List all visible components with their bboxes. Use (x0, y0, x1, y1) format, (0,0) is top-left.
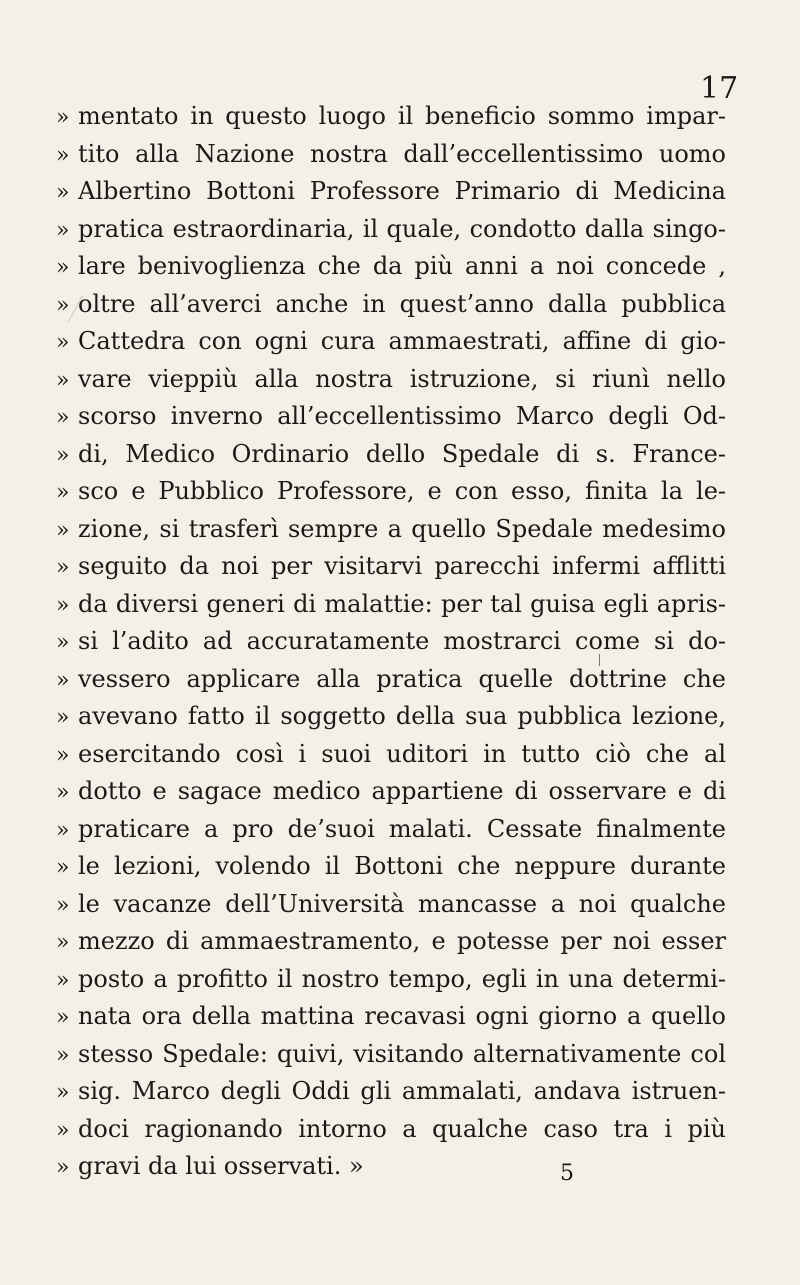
signature-mark: 5 (560, 1161, 574, 1186)
text-line (56, 515, 726, 553)
guillemet: » (56, 1042, 70, 1068)
line-text: Cattedra con ogni cura ammaestrati, affine di gio- (78, 327, 726, 355)
line-text: oltre all’averci anche in quest’anno dalla pubblica (78, 289, 726, 318)
line-text: le lezioni, volendo il Bottoni che neppure durante (78, 852, 726, 880)
guillemet: » (56, 1117, 70, 1143)
text-line (56, 365, 726, 403)
guillemet: » (56, 105, 70, 130)
text-line (56, 665, 726, 703)
guillemet: » (56, 480, 70, 505)
line-text: vessero applicare alla pratica quelle dottrine che (78, 664, 726, 693)
text-line (56, 477, 726, 515)
line-text: pratica estraordinaria, il quale, condotto dalla singo- (78, 214, 726, 243)
guillemet: » (56, 592, 70, 618)
line-text: mentato in questo luogo il beneficio sommo impar- (78, 102, 726, 130)
guillemet: » (56, 555, 70, 580)
line-text: seguito da noi per visitarvi parecchi infermi afflitti (78, 552, 726, 580)
text-line (56, 290, 726, 328)
text-line (56, 852, 726, 890)
guillemet: » (56, 967, 70, 993)
guillemet: » (56, 517, 70, 543)
guillemet: » (56, 292, 70, 318)
guillemet: » (56, 1005, 70, 1030)
text-line (56, 102, 726, 140)
text-line (56, 402, 726, 440)
line-text: gravi da lui osservati. » (78, 1152, 364, 1180)
guillemet: » (56, 630, 70, 655)
guillemet: » (56, 667, 70, 693)
page-number: 17 (700, 71, 739, 106)
line-text: nata ora della mattina recavasi ogni giorno a quello (78, 1002, 726, 1030)
text-line (56, 1152, 726, 1190)
guillemet: » (56, 742, 70, 768)
guillemet: » (56, 142, 70, 168)
text-line (56, 1077, 726, 1115)
guillemet: » (56, 780, 70, 805)
guillemet: » (56, 817, 70, 843)
text-line (56, 327, 726, 365)
text-line (56, 702, 726, 740)
line-text: zione, si trasferì sempre a quello Spedale medesimo (78, 514, 726, 543)
text-line (56, 777, 726, 815)
line-text: si l’adito ad accuratamente mostrarci come si do- (78, 627, 726, 655)
line-text: scorso inverno all’eccellentissimo Marco degli Od- (78, 402, 726, 430)
line-text: posto a profitto il nostro tempo, egli in una determi- (78, 964, 726, 993)
line-text: doci ragionando intorno a qualche caso tra i più (78, 1114, 726, 1143)
guillemet: » (56, 330, 70, 355)
line-text: sig. Marco degli Oddi gli ammalati, andava istruen- (78, 1077, 726, 1105)
guillemet: » (56, 442, 70, 468)
text-line (56, 740, 726, 778)
text-line (56, 590, 726, 628)
guillemet: » (56, 367, 70, 393)
line-text: le vacanze dell’Università mancasse a noi qualche (78, 889, 726, 918)
text-line (56, 815, 726, 853)
text-line (56, 552, 726, 590)
guillemet: » (56, 255, 70, 280)
text-line (56, 1040, 726, 1078)
line-text: esercitando così i suoi uditori in tutto ciò che al (78, 739, 726, 768)
text-line (56, 1115, 726, 1153)
text-line (56, 177, 726, 215)
guillemet: » (56, 892, 70, 918)
text-line (56, 890, 726, 928)
text-line (56, 927, 726, 965)
guillemet: » (56, 930, 70, 955)
line-text: mezzo di ammaestramento, e potesse per noi esser (78, 927, 726, 955)
text-line (56, 215, 726, 253)
guillemet: » (56, 705, 70, 730)
text-line (56, 965, 726, 1003)
line-text: di, Medico Ordinario dello Spedale di s. France- (78, 439, 726, 468)
line-text: da diversi generi di malattie: per tal guisa egli apris- (78, 589, 726, 618)
line-text: tito alla Nazione nostra dall’eccellentissimo uomo (78, 139, 726, 168)
text-line (56, 627, 726, 665)
line-text: Albertino Bottoni Professore Primario di Medicina (78, 177, 726, 205)
text-line (56, 140, 726, 178)
text-line (56, 1002, 726, 1040)
text-line (56, 440, 726, 478)
guillemet: » (56, 1155, 70, 1180)
line-text: avevano fatto il soggetto della sua pubblica lezione, (78, 702, 726, 730)
guillemet: » (56, 180, 70, 205)
guillemet: » (56, 405, 70, 430)
line-text: dotto e sagace medico appartiene di osservare e di (78, 777, 726, 805)
guillemet: » (56, 217, 70, 243)
guillemet: » (56, 1080, 70, 1105)
line-text: stesso Spedale: quivi, visitando alternativamente col (78, 1039, 726, 1068)
line-text: vare vieppiù alla nostra istruzione, si riunì nello (78, 364, 726, 393)
line-text: praticare a pro de’suoi malati. Cessate finalmente (78, 814, 726, 843)
text-line (56, 252, 726, 290)
guillemet: » (56, 855, 70, 880)
quoted-text-block (56, 102, 726, 1190)
line-text: lare benivoglienza che da più anni a noi concede , (78, 252, 726, 280)
line-text: sco e Pubblico Professore, e con esso, finita la le- (78, 477, 726, 505)
